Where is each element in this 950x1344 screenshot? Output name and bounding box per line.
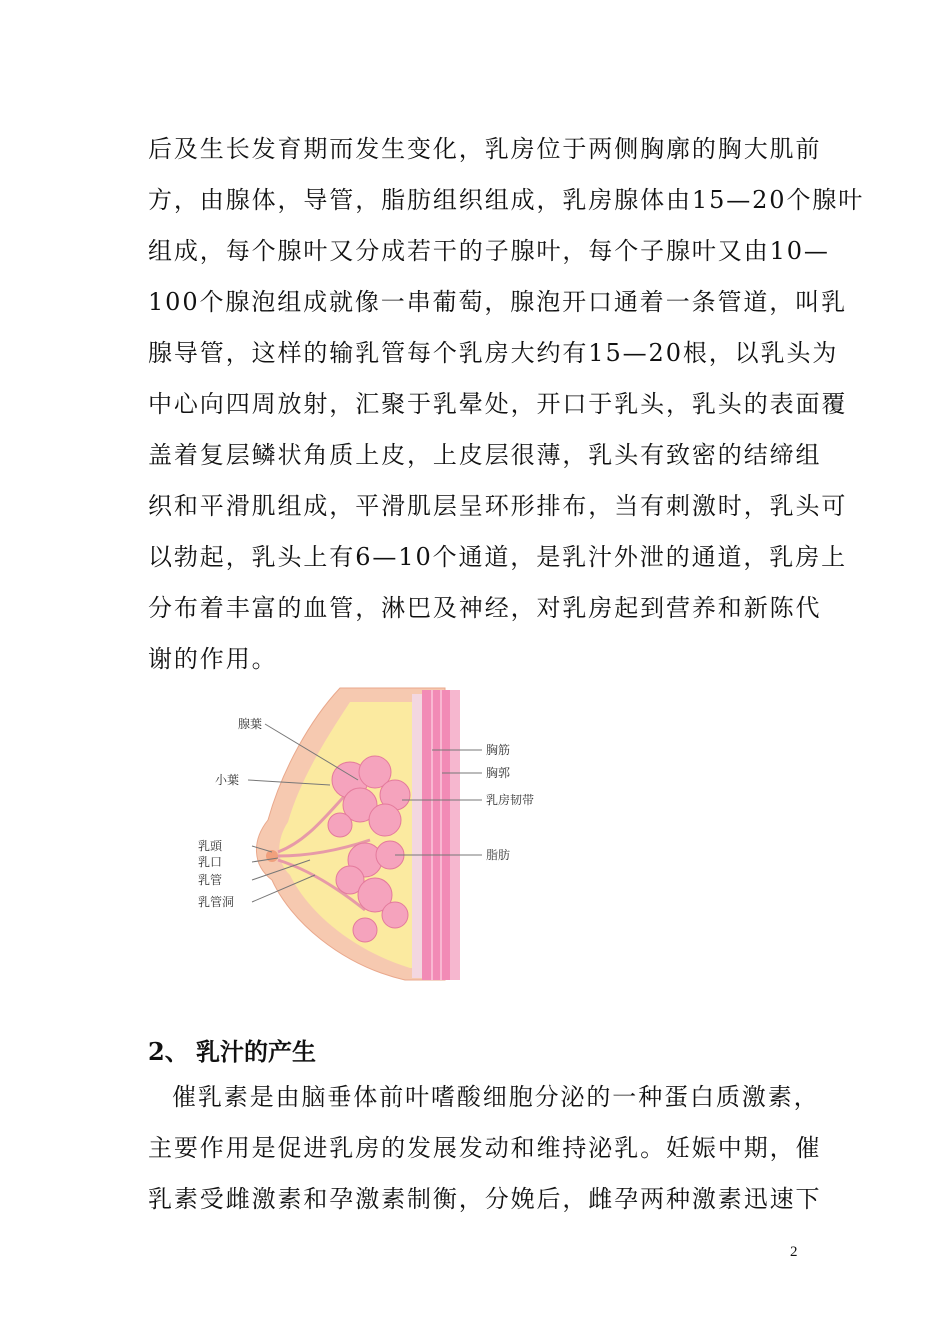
muscle-layer (422, 690, 450, 980)
text-line: 主要作用是促进乳房的发展发动和维持泌乳。妊娠中期，催 (148, 1134, 822, 1162)
label-lobe: 腺葉 (238, 717, 263, 731)
text-line: 分布着丰富的血管，淋巴及神经，对乳房起到营养和新陈代 (148, 594, 822, 622)
label-muscle: 胸筋 (486, 743, 511, 757)
section-heading (148, 1032, 316, 1067)
label-nipple: 乳頭 (198, 839, 223, 853)
label-ligament: 乳房韧带 (486, 793, 535, 807)
page-number: 2 (790, 1244, 798, 1260)
section-title: 乳汁的产生 (196, 1037, 316, 1066)
section-number: 2、 (148, 1037, 189, 1066)
breast-anatomy-figure (190, 680, 560, 990)
text-line: 后及生长发育期而发生变化，乳房位于两侧胸廓的胸大肌前 (148, 135, 822, 163)
text-line: 以勃起，乳头上有6—10个通道，是乳汁外泄的通道，乳房上 (148, 543, 848, 571)
label-opening: 乳口 (198, 855, 223, 869)
text-line: 100个腺泡组成就像一串葡萄，腺泡开口通着一条管道，叫乳 (148, 288, 848, 316)
text-line: 腺导管，这样的输乳管每个乳房大约有15—20根，以乳头为 (148, 339, 839, 367)
text-line: 方，由腺体，导管，脂肪组织组成，乳房腺体由15—20个腺叶 (148, 186, 865, 214)
chest-wall (450, 690, 460, 980)
text-line: 盖着复层鳞状角质上皮，上皮层很薄，乳头有致密的结缔组 (148, 441, 822, 469)
label-duct: 乳管 (198, 873, 223, 887)
text-line: 中心向四周放射，汇聚于乳晕处，开口于乳头，乳头的表面覆 (148, 390, 848, 418)
label-fat: 脂肪 (486, 848, 511, 862)
breast-anatomy-illustration (190, 680, 560, 990)
label-lobule: 小葉 (215, 773, 240, 787)
label-rib: 胸郭 (486, 766, 511, 780)
label-sinus: 乳管洞 (198, 895, 235, 909)
text-line: 催乳素是由脑垂体前叶嗜酸细胞分泌的一种蛋白质激素， (172, 1083, 820, 1111)
text-line: 织和平滑肌组成，平滑肌层呈环形排布，当有刺激时，乳头可 (148, 492, 848, 520)
text-line: 乳素受雌激素和孕激素制衡，分娩后，雌孕两种激素迅速下 (148, 1185, 822, 1213)
text-line: 组成，每个腺叶又分成若干的子腺叶，每个子腺叶又由10— (148, 237, 830, 265)
text-line: 谢的作用。 (148, 645, 278, 673)
